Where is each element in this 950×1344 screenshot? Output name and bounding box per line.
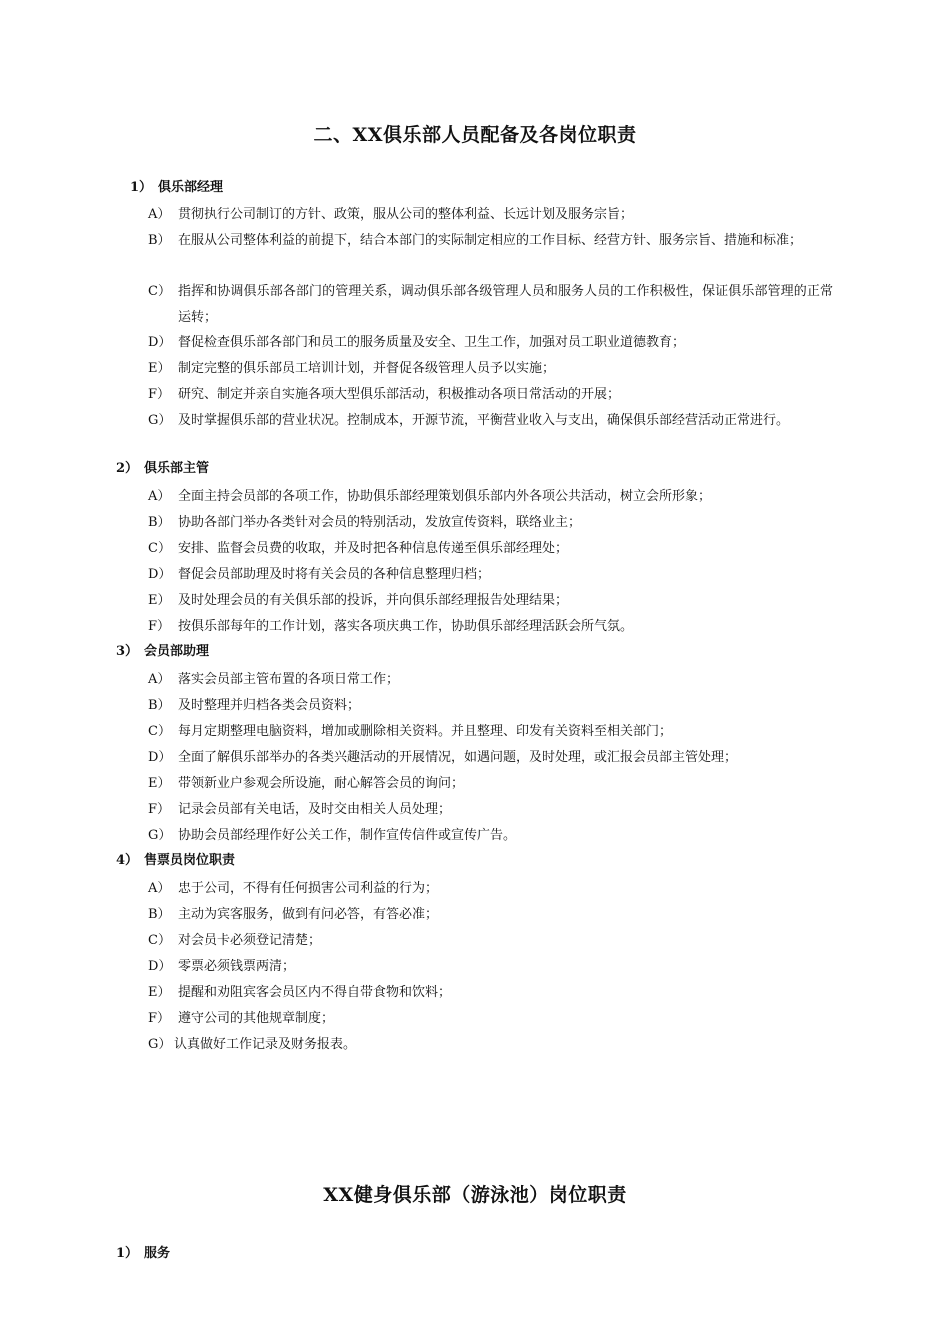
item-marker: A）: [148, 881, 171, 896]
list-item: [148, 228, 838, 254]
item-marker: F）: [148, 387, 171, 402]
list-item: [148, 1032, 838, 1058]
section-number: 4）: [116, 853, 139, 868]
item-marker: F）: [148, 619, 171, 634]
list-item: [148, 1006, 838, 1032]
list-item: [148, 954, 838, 980]
item-text: 认真做好工作记录及财务报表。: [174, 1037, 357, 1052]
list-item: [148, 980, 838, 1006]
section-heading-manager: [130, 177, 223, 199]
item-marker: C）: [148, 933, 171, 948]
list-item: [148, 928, 838, 954]
item-marker: G）: [148, 828, 172, 843]
item-text: 全面了解俱乐部举办的各类兴趣活动的开展情况，如遇问题，及时处理，或汇报会员部主管处理；: [178, 750, 738, 765]
item-marker: B）: [148, 515, 171, 530]
list-item: [148, 382, 838, 408]
item-marker: D）: [148, 567, 172, 582]
list-item: [148, 902, 838, 928]
list-item: [148, 408, 838, 434]
section-title: 会员部助理: [144, 644, 210, 659]
list-item: [148, 667, 838, 693]
item-text: 零票必须钱票两清；: [178, 959, 296, 974]
item-marker: B）: [148, 698, 171, 713]
item-text: 对会员卡必须登记清楚；: [178, 933, 322, 948]
list-item: [148, 330, 838, 356]
item-marker: C）: [148, 284, 171, 299]
item-text: 安排、监督会员费的收取，并及时把各种信息传递至俱乐部经理处；: [178, 541, 569, 556]
section-number: 1）: [130, 180, 153, 195]
item-text: 遵守公司的其他规章制度；: [178, 1011, 335, 1026]
list-item: [148, 484, 838, 510]
item-text: 忠于公司，不得有任何损害公司利益的行为；: [178, 881, 439, 896]
document-title: 二、XX俱乐部人员配备及各岗位职责: [313, 124, 637, 146]
item-text: 记录会员部有关电话，及时交由相关人员处理；: [178, 802, 452, 817]
item-marker: G）: [148, 413, 172, 428]
section-heading-ticket-seller: [116, 850, 235, 872]
item-text: 制定完整的俱乐部员工培训计划，并督促各级管理人员予以实施；: [178, 361, 556, 376]
item-marker: A）: [148, 489, 171, 504]
item-marker: E）: [148, 985, 171, 1000]
item-marker: F）: [148, 1011, 171, 1026]
list-item: [148, 588, 838, 614]
section-heading-assistant: [116, 641, 209, 663]
section-title: 售票员岗位职责: [144, 853, 236, 868]
list-item: [148, 614, 838, 640]
list-item: [148, 693, 838, 719]
item-marker: D）: [148, 959, 172, 974]
item-text: 按俱乐部每年的工作计划，落实各项庆典工作，协助俱乐部经理活跃会所气氛。: [178, 619, 634, 634]
section-title: 俱乐部经理: [158, 180, 224, 195]
item-text: 及时整理并归档各类会员资料；: [178, 698, 361, 713]
item-text: 督促会员部助理及时将有关会员的各种信息整理归档；: [178, 567, 491, 582]
item-text: 每月定期整理电脑资料，增加或删除相关资料。并且整理、印发有关资料至相关部门；: [178, 724, 673, 739]
section-number: 3）: [116, 644, 139, 659]
document-subtitle: XX健身俱乐部（游泳池）岗位职责: [323, 1184, 627, 1206]
list-item: [148, 510, 838, 536]
list-item: [148, 797, 838, 823]
list-item: [148, 771, 838, 797]
item-marker: B）: [148, 907, 171, 922]
list-item: [148, 356, 838, 382]
list-item: [148, 823, 838, 849]
item-text: 协助会员部经理作好公关工作，制作宣传信件或宣传广告。: [178, 828, 517, 843]
item-marker: D）: [148, 750, 172, 765]
item-marker: A）: [148, 672, 171, 687]
section-number: 2）: [116, 461, 139, 476]
item-text: 及时掌握俱乐部的营业状况。控制成本，开源节流，平衡营业收入与支出，确保俱乐部经营活动正常进行。: [178, 413, 790, 428]
item-text: 全面主持会员部的各项工作，协助俱乐部经理策划俱乐部内外各项公共活动，树立会所形象；: [178, 489, 712, 504]
item-text: 研究、制定并亲自实施各项大型俱乐部活动，积极推动各项日常活动的开展；: [178, 387, 621, 402]
item-marker: F）: [148, 802, 171, 817]
item-marker: C）: [148, 541, 171, 556]
item-marker: E）: [148, 593, 171, 608]
section-heading-service: [116, 1243, 170, 1265]
list-item: [148, 745, 838, 771]
item-text: 及时处理会员的有关俱乐部的投诉，并向俱乐部经理报告处理结果；: [178, 593, 569, 608]
list-item: [148, 536, 838, 562]
section-title: 俱乐部主管: [144, 461, 210, 476]
list-item: [148, 719, 838, 745]
item-marker: E）: [148, 361, 171, 376]
list-item: [148, 876, 838, 902]
list-item: [148, 562, 838, 588]
item-marker: B）: [148, 233, 171, 248]
item-text: 在服从公司整体利益的前提下，结合本部门的实际制定相应的工作目标、经营方针、服务宗旨、措施和标准；: [178, 233, 803, 248]
item-text: 主动为宾客服务，做到有问必答，有答必准；: [178, 907, 439, 922]
list-item: [148, 279, 838, 331]
item-text: 贯彻执行公司制订的方针、政策，服从公司的整体利益、长远计划及服务宗旨；: [178, 207, 634, 222]
item-marker: D）: [148, 335, 172, 350]
item-text: 指挥和协调俱乐部各部门的管理关系，调动俱乐部各级管理人员和服务人员的工作积极性，保证俱乐部管理的正常运转；: [178, 284, 833, 325]
item-marker: E）: [148, 776, 171, 791]
item-text: 落实会员部主管布置的各项日常工作；: [178, 672, 400, 687]
item-marker: A）: [148, 207, 171, 222]
section-heading-supervisor: [116, 458, 209, 480]
item-text: 督促检查俱乐部各部门和员工的服务质量及安全、卫生工作，加强对员工职业道德教育；: [178, 335, 686, 350]
section-number: 1）: [116, 1246, 139, 1261]
item-marker: C）: [148, 724, 171, 739]
item-text: 提醒和劝阻宾客会员区内不得自带食物和饮料；: [178, 985, 452, 1000]
list-item: [148, 202, 838, 228]
item-marker: G）: [148, 1037, 172, 1052]
item-text: 协助各部门举办各类针对会员的特别活动，发放宣传资料，联络业主；: [178, 515, 582, 530]
section-title: 服务: [144, 1246, 171, 1261]
item-text: 带领新业户参观会所设施，耐心解答会员的询问；: [178, 776, 465, 791]
